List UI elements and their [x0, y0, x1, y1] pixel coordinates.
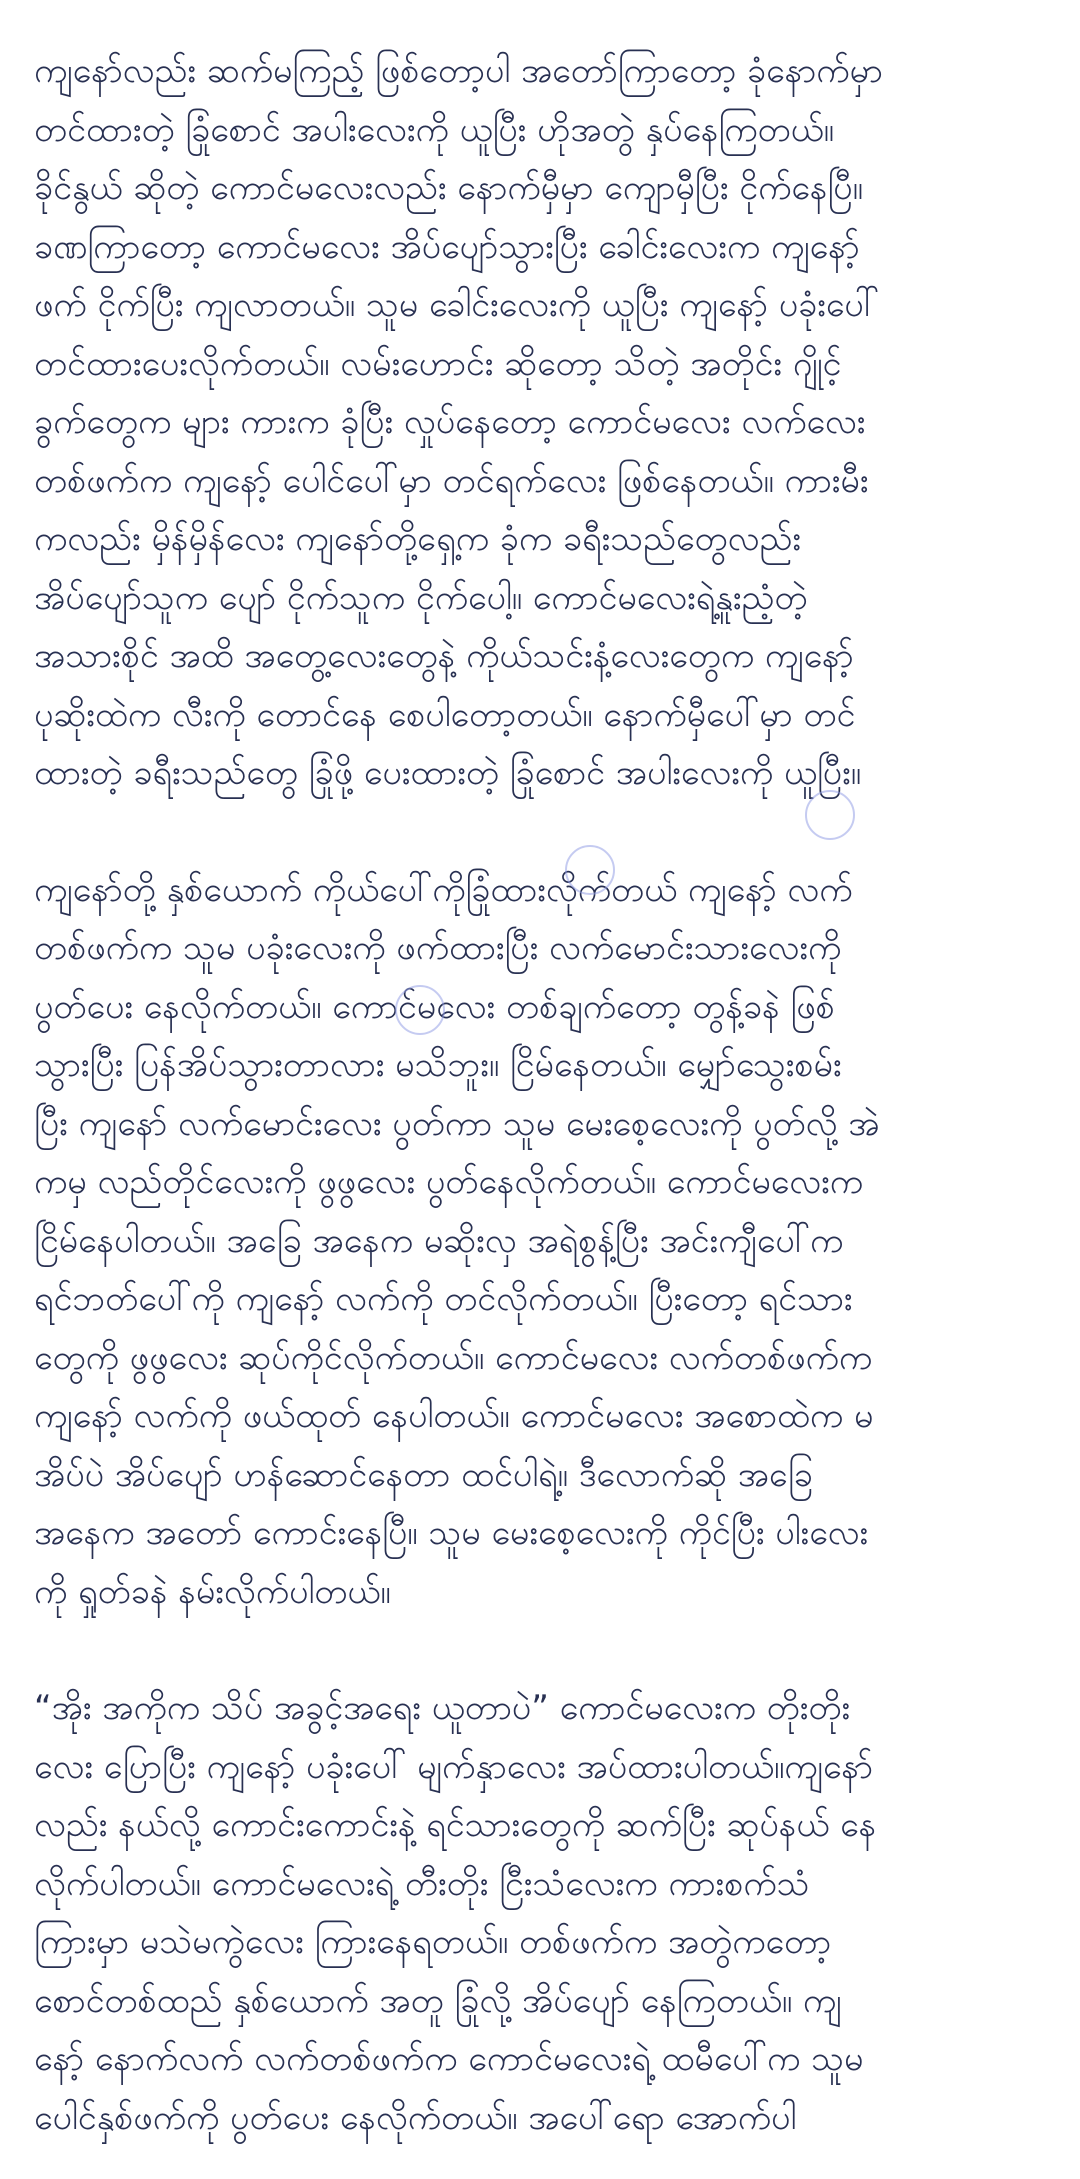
text-line: ခဏကြာတော့ ကောင်မလေး အိပ်ပျော်သွားပြီး ခေါင်းလေးက ကျနော့်	[34, 226, 860, 267]
text-line: လိုက်ပါတယ်။ ကောင်မလေးရဲ့ တီးတိုး ငြီးသံလေးက ကားစက်သံ	[34, 1863, 810, 1904]
text-line: ပုဆိုးထဲက လီးကို တောင်နေ စေပါတော့တယ်။ နောက်မှီပေါ်မှာ တင်	[34, 694, 856, 735]
text-line: ခွက်တွေက များ ကားက ခုံပြီး လှုပ်နေတော့ ကောင်မလေး လက်လေး	[34, 402, 866, 442]
text-line: တစ်ဖက်က ကျနော့် ပေါင်ပေါ်မှာ တင်ရက်လေး ဖြစ်နေတယ်။ ကားမီး	[34, 460, 869, 501]
paragraph-2	[34, 861, 1049, 1622]
text-line: နော့် နောက်လက် လက်တစ်ဖက်က ကောင်မလေးရဲ့ ထမီပေါ်က သူမ	[34, 2039, 864, 2079]
text-line: သွားပြီး ပြန်အိပ်သွားတာလား မသိဘူး။ ငြိမ်နေတယ်။ မျှော်သွေးစမ်း	[34, 1045, 842, 1085]
text-line: ကြားမှာ မသဲမကွဲလေး ကြားနေရတယ်။ တစ်ဖက်က အတွဲကတော့	[34, 1922, 832, 1962]
text-line: ငြိမ်နေပါတယ်။ အခြေ အနေက မဆိုးလှ အရဲစွန့်ပြီး အင်းကျီပေါ်က	[34, 1220, 844, 1261]
text-line: ကလည်း မှိန်မှိန်လေး ကျနော်တို့ရှေ့က ခုံက ခရီးသည်တွေလည်း	[34, 519, 801, 559]
text-line: ကမှ လည်တိုင်လေးကို ဖွဖွလေး ပွတ်နေလိုက်တယ်။ ကောင်မလေးက	[34, 1162, 864, 1202]
text-line: ကို ရှုတ်ခနဲ နမ်းလိုက်ပါတယ်။	[34, 1571, 391, 1612]
text-line: ပြီး ကျနော် လက်မောင်းလေး ပွတ်ကာ သူမ မေးစေ့လေးကို ပွတ်လို့ အဲ	[34, 1103, 880, 1144]
text-line: တွေကို ဖွဖွလေး ဆုပ်ကိုင်လိုက်တယ်။ ကောင်မလေး လက်တစ်ဖက်က	[34, 1337, 873, 1378]
text-line: ပွတ်ပေး နေလိုက်တယ်။ ကောင်မလေး တစ်ချက်တော့ တွန့်ခနဲ ဖြစ်	[34, 986, 835, 1027]
text-line: တင်ထားတဲ့ ခြုံစောင် အပါးလေးကို ယူပြီး ဟိုအတွဲ နှပ်နေကြတယ်။	[34, 109, 834, 150]
text-line: စောင်တစ်ထည် နှစ်ယောက် အတူ ခြုံလို့ အိပ်ပျော် နေကြတယ်။ ကျ	[34, 1980, 842, 2021]
text-line: တစ်ဖက်က သူမ ပခုံးလေးကို ဖက်ထားပြီး လက်မောင်းသားလေးကို	[34, 928, 842, 968]
text-line: အိပ်ပျော်သူက ပျော် ငိုက်သူက ငိုက်ပေါ့။ ကောင်မလေးရဲ့နူးညံ့တဲ့	[34, 577, 808, 618]
paragraph-3	[34, 1679, 1049, 2147]
story-text	[34, 42, 1049, 2179]
text-line: အိပ်ပဲ အိပ်ပျော် ဟန်ဆောင်နေတာ ထင်ပါရဲ့။ ဒီလောက်ဆို အခြေ	[34, 1454, 813, 1495]
text-line: ဖက် ငိုက်ပြီး ကျလာတယ်။ သူမ ခေါင်းလေးကို ယူပြီး ကျနော့် ပခုံးပေါ်	[34, 285, 880, 325]
text-line: ခိုင်နွယ် ဆိုတဲ့ ကောင်မလေးလည်း နောက်မှီမှာ ကျောမှီပြီး ငိုက်နေပြီ။	[34, 168, 863, 208]
text-line: လည်း နယ်လို့ ကောင်းကောင်းနဲ့ ရင်သားတွေကို ဆက်ပြီး ဆုပ်နယ် နေ	[34, 1805, 877, 1845]
paragraph-1	[34, 42, 1049, 803]
text-line: ရင်ဘတ်ပေါ်ကို ကျနော့် လက်ကို တင်လိုက်တယ်။ ပြီးတော့ ရင်သား	[34, 1279, 853, 1319]
text-line: အနေက အတော် ကောင်းနေပြီ။ သူမ မေးစေ့လေးကို ကိုင်ပြီး ပါးလေး	[34, 1513, 869, 1553]
text-line: ကျနော်တို့ နှစ်ယောက် ကိုယ်ပေါ်ကိုခြုံထားလိုက်တယ် ကျနော့် လက်	[34, 869, 853, 910]
text-line: အသားစိုင် အထိ အတွေ့လေးတွေနဲ့ ကိုယ်သင်းနံ့လေးတွေက ကျနော့်	[34, 636, 854, 676]
text-line: လေး ပြောပြီး ကျနော့် ပခုံးပေါ် မျက်နှာလေး အပ်ထားပါတယ်။ကျနော်	[34, 1746, 873, 1787]
text-line: ထားတဲ့ ခရီးသည်တွေ ခြုံဖို့ ပေးထားတဲ့ ခြုံစောင် အပါးလေးကို ယူပြီး။	[34, 753, 861, 793]
text-line: ကျနော်လည်း ဆက်မကြည့် ဖြစ်တော့ပါ အတော်ကြာတော့ ခုံနောက်မှာ	[34, 51, 883, 91]
text-line: တင်ထားပေးလိုက်တယ်။ လမ်းဟောင်း ဆိုတော့ သိတဲ့ အတိုင်း ဂျိုင့်	[34, 343, 842, 384]
text-line: “အိုး အကိုက သိပ် အခွင့်အရေး ယူတာပဲ” ကောင်မလေးက တိုးတိုး	[34, 1688, 851, 1728]
text-line: ကျနော့် လက်ကို ဖယ်ထုတ် နေပါတယ်။ ကောင်မလေး အစောထဲက မ	[34, 1396, 874, 1436]
text-line: ပေါင်နှစ်ဖက်ကို ပွတ်ပေး နေလိုက်တယ်။ အပေါ်ရော အောက်ပါ	[34, 2097, 797, 2138]
